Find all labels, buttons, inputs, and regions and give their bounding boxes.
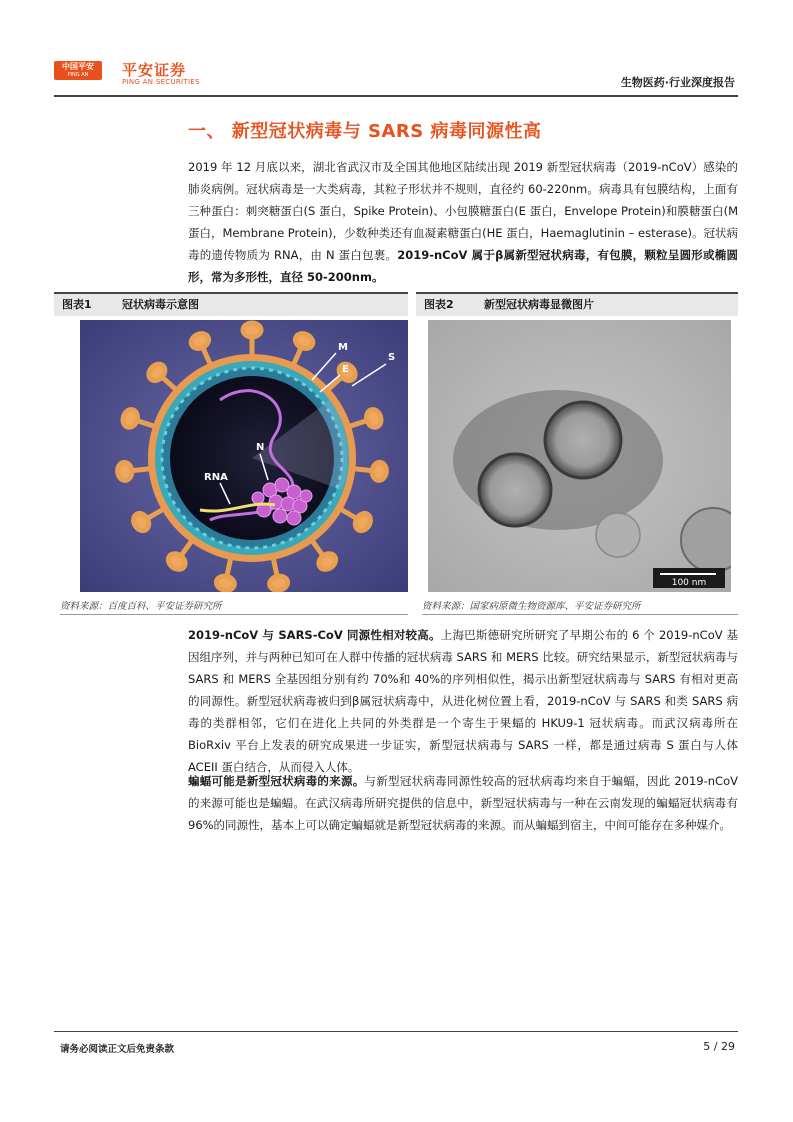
- virus-micrograph: [428, 320, 731, 592]
- label-m: M: [338, 342, 348, 353]
- label-s: S: [388, 352, 396, 363]
- paragraph-homology: [188, 624, 738, 778]
- figure2-title: 新型冠状病毒显微图片: [484, 298, 594, 311]
- label-n: N: [256, 442, 265, 453]
- label-rna: RNA: [204, 472, 228, 483]
- logo-text: 中国平安: [62, 62, 94, 71]
- section-title: 一、 新型冠状病毒与 SARS 病毒同源性高: [188, 121, 542, 142]
- page-number: 5 / 29: [703, 1040, 735, 1053]
- brand-name-en: PING AN SECURITIES: [122, 78, 200, 86]
- paragraph-bold: 2019-nCoV 与 SARS-CoV 同源性相对较高。: [188, 628, 441, 642]
- paragraph-text: 上海巴斯德研究所研究了早期公布的 6 个 2019-nCoV 基因组序列，并与两种已知可在人群中传播的冠状病毒 SARS 和 MERS 比较。研究结果显示，新型冠状病毒与 SARS 和 MERS 全基因组分别有约 70%和 40%的序列相似性，揭示出新型冠状病毒与 SARS 有相对更高的同源性。新型冠状病毒被归到β属冠状病毒中，从进化树位置上看，2019-nCoV 与 SARS 和类 SARS 病毒的类群相邻，它们在进化上共同的外类群是一个寄生于果蝠的 HKU9-1 冠状病毒。而武汉病毒所在 BioRxiv 平台上发表的研究成果进一步证实，新型冠状病毒与 SARS 一样，都是通过病毒 S 蛋白与人体 ACEII 蛋白结合，从而侵入人体。: [188, 628, 738, 774]
- scale-bar-label: 100 nm: [671, 578, 707, 588]
- paragraph-bold: 蝙蝠可能是新型冠状病毒的来源。: [188, 774, 365, 788]
- figure1-title: 冠状病毒示意图: [122, 298, 199, 311]
- figure2-number: 图表2: [424, 298, 454, 311]
- paragraph-intro: [188, 156, 738, 288]
- figure2-header: [416, 292, 738, 316]
- paragraph-text: 与新型冠状病毒同源性较高的冠状病毒均来自于蝙蝠，因此 2019-nCoV 的来源可能也是蝙蝠。在武汉病毒所研究提供的信息中，新型冠状病毒与一种在云南发现的蝙蝠冠状病毒有 96%的同源性，基本上可以确定蝙蝠就是新型冠状病毒的来源。而从蝙蝠到宿主，中间可能存在多种媒介。: [188, 774, 738, 832]
- brand-name-cn: 平安证券: [122, 61, 187, 79]
- virus-diagram-svg: [80, 320, 408, 592]
- paragraph-bat-origin: [188, 770, 738, 836]
- virus-micrograph-svg: [428, 320, 731, 592]
- paragraph-bold: 2019-nCoV 属于β属新型冠状病毒，有包膜，颗粒呈圆形或椭圆形，常为多形性，直径 50-200nm。: [188, 248, 738, 284]
- figure2-source: 资料来源：国家病原微生物资源库、平安证券研究所: [422, 598, 738, 615]
- label-e: E: [342, 364, 349, 375]
- logo-sub: PING AN: [67, 72, 89, 78]
- footer-divider: [54, 1031, 738, 1032]
- footer-disclaimer: 请务必阅读正文后免责条款: [60, 1044, 175, 1055]
- figure1-source: 资料来源：百度百科、平安证券研究所: [60, 598, 408, 615]
- paragraph-text: 2019 年 12 月底以来，湖北省武汉市及全国其他地区陆续出现 2019 新型冠状病毒（2019-nCoV）感染的肺炎病例。冠状病毒是一大类病毒，其粒子形状并不规则，直径约 60-220nm。病毒具有包膜结构，上面有三种蛋白：刺突糖蛋白(S 蛋白，Spike Protein)、小包膜糖蛋白(E 蛋白，Envelope Protein)和膜糖蛋白(M 蛋白，Membrane Protein)，少数种类还有血凝素糖蛋白(HE 蛋白，Haemaglutinin – esterase)。冠状病毒的遗传物质为 RNA，由 N 蛋白包裹。: [188, 160, 738, 262]
- figure1-header: [54, 292, 408, 316]
- header-divider: [54, 95, 738, 97]
- virus-diagram: [80, 320, 408, 592]
- report-type: 生物医药·行业深度报告: [620, 76, 735, 89]
- figure1-number: 图表1: [62, 298, 92, 311]
- company-logo: [54, 61, 102, 80]
